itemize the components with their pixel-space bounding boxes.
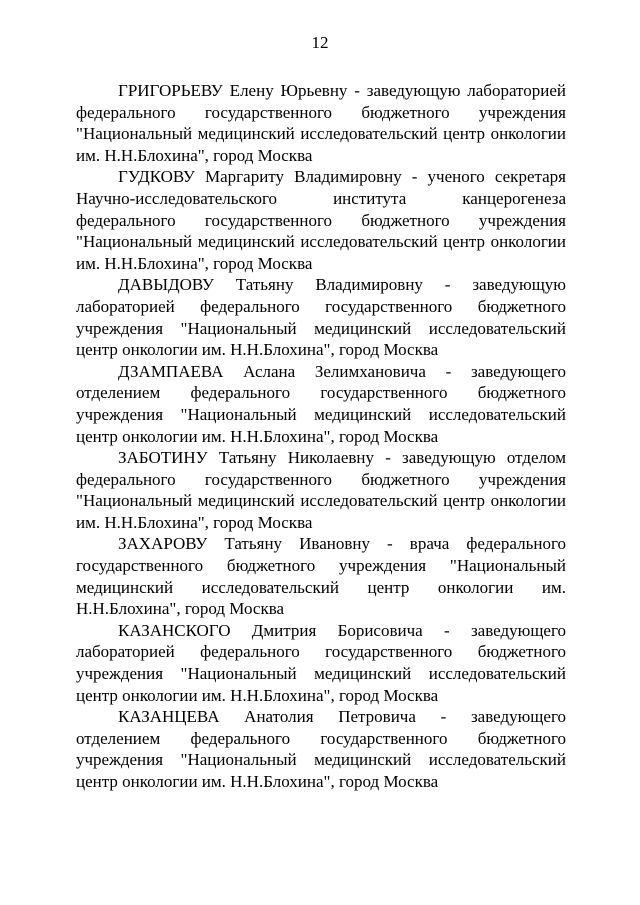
list-item: ЗАХАРОВУ Татьяну Ивановну - врача федерального государственного бюджетного учреждения "Национальный медицинский исследовательский центр онкологии им. Н.Н.Блохина", город Москва (76, 534, 566, 619)
list-item: ДЗАМПАЕВА Аслана Зелимхановича - заведующего отделением федерального государственного бюджетного учреждения "Национальный медицинский исследовательский центр онкологии им. Н.Н.Блохина", город Москва (76, 361, 566, 446)
award-list (76, 80, 566, 793)
list-item: ГУДКОВУ Маргариту Владимировну - ученого секретаря Научно-исследовательского института канцерогенеза федерального государственного бюджетного учреждения "Национальный медицинский исследовательский центр онкологии им. Н.Н.Блохина", город Москва (76, 167, 566, 273)
list-item: КАЗАНСКОГО Дмитрия Борисовича - заведующего лабораторией федерального государственного бюджетного учреждения "Национальный медицинский исследовательский центр онкологии им. Н.Н.Блохина", город Москва (76, 620, 566, 705)
list-item: ЗАБОТИНУ Татьяну Николаевну - заведующую отделом федерального государственного бюджетного учреждения "Национальный медицинский исследовательский центр онкологии им. Н.Н.Блохина", город Москва (76, 448, 566, 532)
page-number: 12 (311, 33, 329, 52)
list-item: ДАВЫДОВУ Татьяну Владимировну - заведующую лабораторией федерального государственного бюджетного учреждения "Национальный медицинский исследовательский центр онкологии им. Н.Н.Блохина", город Москва (76, 275, 566, 360)
list-item: КАЗАНЦЕВА Анатолия Петровича - заведующего отделением федерального государственного бюджетного учреждения "Национальный медицинский исследовательский центр онкологии им. Н.Н.Блохина", город Москва (76, 707, 566, 791)
list-item: ГРИГОРЬЕВУ Елену Юрьевну - заведующую лабораторией федерального государственного бюджетного учреждения "Национальный медицинский исследовательский центр онкологии им. Н.Н.Блохина", город Москва (76, 81, 566, 165)
